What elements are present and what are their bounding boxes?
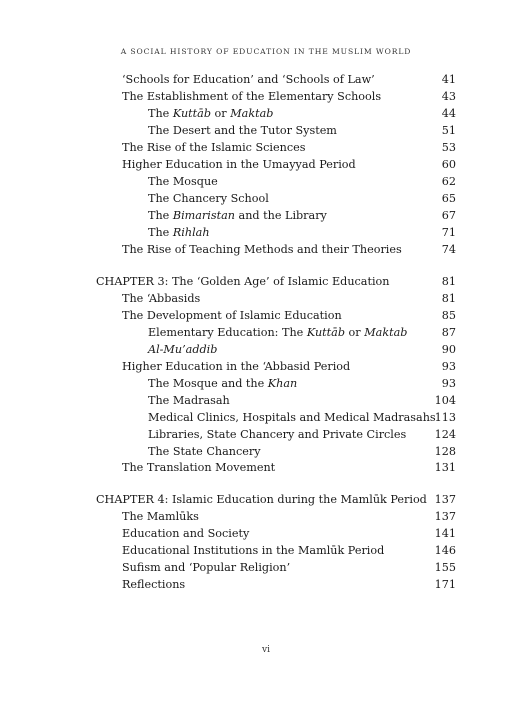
toc-entry-row xyxy=(96,459,456,476)
toc-chapter-row xyxy=(96,273,456,290)
toc-page-number: 51 xyxy=(441,124,456,137)
toc-entry-row xyxy=(96,443,456,460)
toc-entry-row xyxy=(96,409,456,426)
page-folio: vi xyxy=(262,645,270,655)
toc-entry-title: Higher Education in the ‘Abbasid Period xyxy=(122,360,351,373)
toc-entry-title: The Bimaristan and the Library xyxy=(148,209,327,222)
toc-page-number: 90 xyxy=(441,343,456,356)
toc-entry-title: The State Chancery xyxy=(148,445,261,458)
toc-entry-row xyxy=(96,88,456,105)
toc-page-number: 60 xyxy=(441,158,456,171)
toc-entry-title: The Rise of Teaching Methods and their Theories xyxy=(122,243,402,256)
toc-page-number: 128 xyxy=(434,445,456,458)
toc-entry-row xyxy=(96,559,456,576)
toc-entry-row xyxy=(96,139,456,156)
toc-page-number: 53 xyxy=(441,141,456,154)
toc-page-number: 104 xyxy=(434,394,456,407)
toc-page-number: 43 xyxy=(441,90,456,103)
toc-page-number: 62 xyxy=(441,175,456,188)
toc-entry-title: The Rihlah xyxy=(148,226,210,239)
toc-entry-row xyxy=(96,525,456,542)
toc-page-number: 67 xyxy=(441,209,456,222)
toc-page-number: 155 xyxy=(434,561,456,574)
toc-entry-title: The Desert and the Tutor System xyxy=(148,124,337,137)
toc-entry-row xyxy=(96,576,456,593)
toc-entry-title: Higher Education in the Umayyad Period xyxy=(122,158,356,171)
toc-entry-row xyxy=(96,542,456,559)
toc-entry-row xyxy=(96,156,456,173)
toc-page-number: 171 xyxy=(434,578,456,591)
toc-entry-row xyxy=(96,224,456,241)
toc-entry-title: The Development of Islamic Education xyxy=(122,309,342,322)
toc-page-number: 137 xyxy=(434,510,456,523)
toc-entry-row xyxy=(96,375,456,392)
toc-entry-title: Reflections xyxy=(122,578,186,591)
toc-entry-title: The Chancery School xyxy=(148,192,269,205)
toc-entry-title: The Madrasah xyxy=(148,394,230,407)
toc-page-number: 74 xyxy=(441,243,456,256)
toc-entry-row xyxy=(96,173,456,190)
toc-entry-title: The Establishment of the Elementary Schools xyxy=(122,90,382,103)
toc-entry-title: The Mosque xyxy=(148,175,218,188)
toc-entry-title: The Rise of the Islamic Sciences xyxy=(122,141,306,154)
toc-page-number: 65 xyxy=(441,192,456,205)
toc-page-number: 87 xyxy=(441,326,456,339)
toc-entry-row xyxy=(96,392,456,409)
running-head: A SOCIAL HISTORY OF EDUCATION IN THE MUSLIM WORLD xyxy=(120,47,412,56)
toc-entry-title: The Kuttāb or Maktab xyxy=(148,107,274,120)
toc-entry-row xyxy=(96,207,456,224)
toc-page-number: 71 xyxy=(441,226,456,239)
toc-entry-row xyxy=(96,122,456,139)
toc-entry-row xyxy=(96,324,456,341)
toc-page-number: 93 xyxy=(441,377,456,390)
toc-page-number: 146 xyxy=(434,544,456,557)
toc-entry-row xyxy=(96,241,456,258)
toc-entry-title: ‘Schools for Education’ and ‘Schools of Law’ xyxy=(122,73,375,86)
toc-page-number: 93 xyxy=(441,360,456,373)
toc-entry-title: Al-Mu’addib xyxy=(148,343,218,356)
toc-page-number: 85 xyxy=(441,309,456,322)
toc-entry-title: The Mosque and the Khan xyxy=(148,377,298,390)
toc-entry-title: Medical Clinics, Hospitals and Medical Madrasahs xyxy=(148,411,436,424)
toc-entry-row xyxy=(96,71,456,88)
toc-entry-row xyxy=(96,307,456,324)
toc-entry-title: The Mamlūks xyxy=(122,510,199,523)
toc-entry-title: Sufism and ‘Popular Religion’ xyxy=(122,561,291,574)
toc-page-number: 124 xyxy=(434,428,456,441)
toc-entry-title: Education and Society xyxy=(122,527,250,540)
toc-entry-title: The Translation Movement xyxy=(122,461,276,474)
toc-page-number: 137 xyxy=(434,493,456,506)
toc-entry-row xyxy=(96,358,456,375)
toc-chapter-row xyxy=(96,491,456,508)
toc-entry-title: Libraries, State Chancery and Private Circles xyxy=(148,428,407,441)
toc-page-number: 131 xyxy=(434,461,456,474)
toc-page-number: 81 xyxy=(441,292,456,305)
toc-page-number: 81 xyxy=(441,275,456,288)
toc-entry-row xyxy=(96,341,456,358)
toc-page-number: 113 xyxy=(434,411,456,424)
toc-entry-title: The ‘Abbasids xyxy=(122,292,201,305)
toc-entry-title: Elementary Education: The Kuttāb or Maktab xyxy=(148,326,408,339)
toc-entry-row xyxy=(96,190,456,207)
toc-entry-row xyxy=(96,508,456,525)
toc-entry-row xyxy=(96,290,456,307)
toc-entry-title: CHAPTER 4: Islamic Education during the Mamlūk Period xyxy=(96,493,427,506)
toc-page-number: 41 xyxy=(441,73,456,86)
toc-page-number: 44 xyxy=(441,107,456,120)
toc-entry-row xyxy=(96,105,456,122)
toc-entry-title: Educational Institutions in the Mamlūk Period xyxy=(122,544,385,557)
toc-entry-title: CHAPTER 3: The ‘Golden Age’ of Islamic Education xyxy=(96,275,390,288)
toc-entry-row xyxy=(96,426,456,443)
toc-page-number: 141 xyxy=(434,527,456,540)
